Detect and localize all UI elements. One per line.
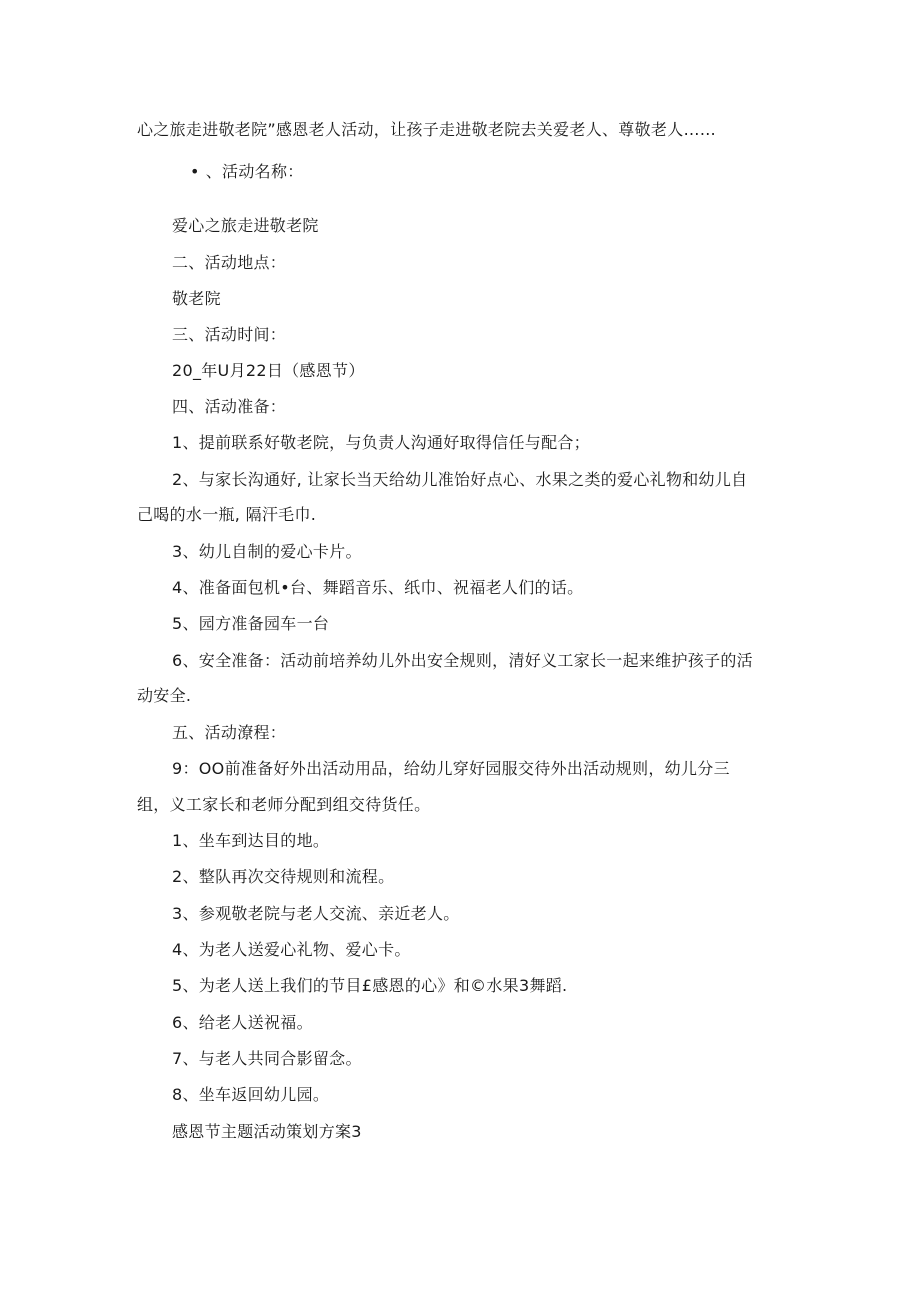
prep-item-6-cont: 动安全. xyxy=(137,686,192,705)
prep-item-2: 2、与家长沟通好, 让家长当天给幼儿准饴好点心、水果之类的爱心礼物和幼儿自 xyxy=(172,470,748,489)
bullet-mark: • xyxy=(190,162,200,181)
section-4-heading: 四、活动准备： xyxy=(172,397,287,416)
section-3-value: 20_年U月22日（感恩节） xyxy=(172,361,365,380)
flow-item-4: 4、为老人送爱心礼物、爱心卡。 xyxy=(172,940,411,959)
prep-item-2-cont: 己喝的水一瓶, 隔汗毛巾. xyxy=(137,505,317,524)
next-section-title: 感恩节主题活动策划方案3 xyxy=(172,1122,362,1141)
section-3-heading: 三、活动时间： xyxy=(172,325,287,344)
intro-paragraph: 心之旅走进敬老院”感恩老人活动，让孩子走进敬老院去关爱老人、尊敬老人…… xyxy=(137,120,717,139)
prep-item-1: 1、提前联系好敬老院，与负责人沟通好取得信任与配合； xyxy=(172,433,590,452)
flow-item-1: 1、坐车到达目的地。 xyxy=(172,831,330,850)
section-2-value: 敬老院 xyxy=(172,289,221,308)
flow-item-7: 7、与老人共同合影留念。 xyxy=(172,1049,362,1068)
section-1-heading-text: 、活动名称： xyxy=(205,162,304,181)
prep-item-5: 5、园方准备园车一台 xyxy=(172,614,330,633)
flow-intro-line-1: 9：OO前准备好外出活动用品，给幼儿穿好园服交待外出活动规则，幼儿分三 xyxy=(172,759,730,778)
flow-item-8: 8、坐车返回幼儿园。 xyxy=(172,1085,330,1104)
flow-item-2: 2、整队再次交待规则和流程。 xyxy=(172,867,395,886)
section-2-heading: 二、活动地点： xyxy=(172,253,287,272)
flow-item-6: 6、给老人送祝福。 xyxy=(172,1013,313,1032)
prep-item-6: 6、安全准备：活动前培养幼儿外出安全规则，清好义工家长一起来维护孩子的活 xyxy=(172,651,753,670)
flow-intro-line-2: 组，义工家长和老师分配到组交待货任。 xyxy=(137,795,431,814)
section-1-value: 爱心之旅走进敬老院 xyxy=(172,216,319,235)
section-5-heading: 五、活动潦程： xyxy=(172,723,287,742)
prep-item-4: 4、准备面包机•台、舞蹈音乐、纸巾、祝福老人们的话。 xyxy=(172,578,584,597)
prep-item-3: 3、幼儿自制的爱心卡片。 xyxy=(172,542,362,561)
flow-item-3: 3、参观敬老院与老人交流、亲近老人。 xyxy=(172,904,460,923)
flow-item-5: 5、为老人送上我们的节目£感恩的心》和©水果3舞蹈. xyxy=(172,976,568,995)
section-1-heading xyxy=(190,161,304,183)
